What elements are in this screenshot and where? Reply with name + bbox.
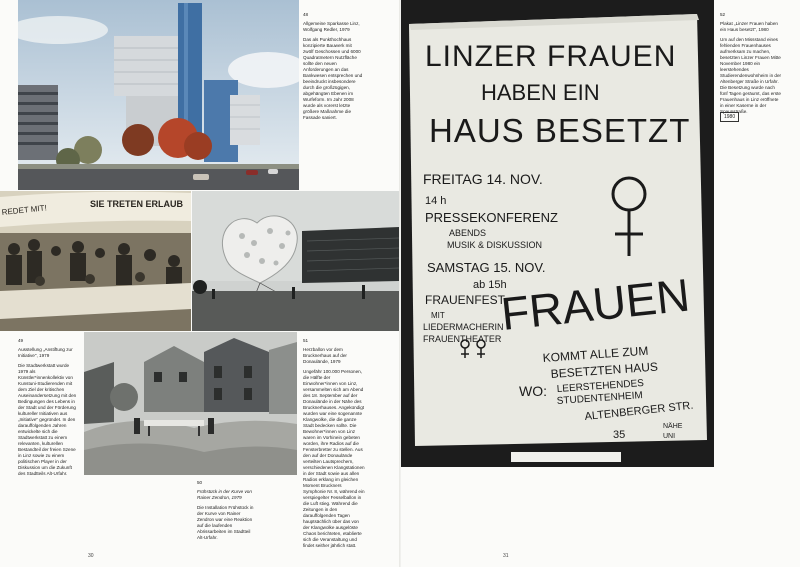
caption-51 — [303, 338, 365, 549]
caption-body: Die Installation Frühstück in der Kurve von Rainer Zendron war eine Reaktion auf die laufenden Abrissarbeiten im Stadtteil Alt-Urfahr. — [197, 505, 254, 540]
banner-text-right: SIE TRETEN ERLAUB — [90, 199, 184, 209]
poster-with: MIT — [431, 311, 445, 320]
poster-where-1: LEERSTEHENDES — [556, 377, 645, 395]
photo-exhibition-stadtwerkstatt — [0, 191, 191, 331]
caption-body: Die Stadtwerkstatt wurde 1979 als Künstler*innenkollektiv von Kunstuni-Studierenden mit dem Ziel der kritischen Auseinandersetzung mit den Bedingungen des Lebens in der Stadt und der Förderung kultureller Initiativen aus „Initiative" gegründet. In den darauffolgenden Jahren entwickelte sich die Stadtwerkstatt zu einem relevanten, kulturellen Bestandteil der freien Szene in Linz sowie zu einem politischen Player in der Diskussion um die Zukunft des Stadtteils Alt-Urfahr. — [18, 363, 77, 476]
poster-linzer-frauen — [401, 0, 714, 467]
caption-body: Um auf den Missstand eines fehlenden Frauenhauses aufmerksam zu machen, besetzten Linzer Frauen Mitte November 1980 ein leerstehendes Studierendenwohnheim in der Altenberger Straße in Urfahr. Die Besetzung wurde nach fünf Tagen geräumt, das erste Frauenhaus in Linz eröffnete in einer Kaserne in der Spaunstraße. — [720, 37, 782, 114]
poster-headline-1: LINZER FRAUEN — [425, 40, 677, 73]
caption-number: 48 — [303, 12, 309, 17]
caption-title: Plakat „Linzer Frauen haben ein Haus besetzt", 1980 — [720, 21, 778, 32]
poster-fest: FRAUENFEST — [425, 293, 506, 307]
poster-come-2: BESETZTEN HAUS — [550, 359, 659, 381]
poster-near-2: UNI — [663, 433, 676, 440]
poster-street-number: 35 — [613, 429, 626, 441]
caption-50 — [197, 480, 257, 541]
poster-songwriter: LIEDERMACHERIN — [423, 322, 504, 332]
book-gutter — [399, 0, 401, 567]
poster-friday: FREITAG 14. NOV. — [423, 171, 543, 187]
page-number-right: 31 — [503, 553, 509, 559]
caption-body: Das als Punkthochhaus konzipierte Bauwerk mit zwölf Geschossen und 6000 Quadratmetern Nutzfläche sollte den neuen Anforderungen an das Bankwesen entsprechen und beeindruckt insbesondere durch die großzügigen, abgehängten Ebenen im Wurfeform. Im Jahr 2008 wurde als vorerst letzte größere Maßnahme die Fassade saniert. — [303, 37, 363, 120]
caption-title: Frühstück in der Kurve von Rainer Zendron, 1979 — [197, 489, 252, 500]
caption-number: 50 — [197, 480, 203, 485]
page-number-left: 30 — [88, 553, 94, 559]
poster-evening: ABENDS — [449, 228, 487, 238]
poster-music: MUSIK & DISKUSSION — [447, 240, 543, 250]
photo-sparkasse-tower — [18, 0, 299, 190]
poster-frauen-big: FRAUEN — [498, 268, 693, 340]
caption-title: Ausstellung „Anstiftung zur Initiative", 1979 — [18, 347, 73, 358]
caption-title: Allgemeine Sparkasse Linz, Wolfgang Redler, 1979 — [303, 21, 360, 32]
poster-headline-3: HAUS BESETZT — [429, 112, 691, 149]
photo-fruehstueck-kurve — [84, 332, 297, 475]
caption-48 — [303, 12, 363, 121]
poster-near-1: NÄHE — [663, 423, 683, 430]
photo-klangwolke-balloon — [192, 191, 399, 331]
poster-press: PRESSEKONFERENZ — [425, 210, 558, 225]
caption-number: 52 — [720, 12, 726, 17]
poster-where: WO: — [519, 383, 547, 399]
poster-where-2: STUDENTENHEIM — [556, 390, 644, 407]
poster-time-2: ab 15h — [473, 279, 507, 291]
caption-title: Herzballon vor dem Brucknerhaus auf der Donaulände, 1979 — [303, 347, 347, 364]
poster-street: ALTENBERGER STR. — [584, 399, 694, 423]
poster-theater: FRAUENTHEATER — [423, 334, 502, 344]
caption-number: 49 — [18, 338, 24, 343]
year-box: 1980 — [720, 112, 739, 122]
poster-time-1: 14 h — [425, 195, 447, 207]
caption-52 — [720, 12, 782, 115]
poster-headline-2: HABEN EIN — [481, 80, 600, 105]
poster-come-1: KOMMT ALLE ZUM — [542, 343, 649, 365]
caption-49 — [18, 338, 78, 477]
banner-text-left: REDET MIT! — [1, 203, 48, 217]
poster-saturday: SAMSTAG 15. NOV. — [427, 260, 546, 275]
caption-number: 51 — [303, 338, 309, 343]
caption-body: Ungefähr 100.000 Personen, die Hälfte der Einwohner*innen von Linz, versammelten sich am Abend des 18. September auf der Donaulände in der Nähe des Brucknerhauses. Angekündigt wurden war eine sogenannte Klangwolke, die die ganze Stadt bedecken sollte. Die Bewohner*innen von Linz waren im Vorhinein gebeten worden, ihre Radios auf die Fensterbretter zu stellen. Aus den auf der Donaulände verteilten Lautsprechern, verschiedenen Klangstationen in der Stadt sowie aus allen Radios erklang im gleichen Moment Bruckners Symphonie Nr. 8, während ein verspiegelter Fesselballon in die Luft stieg. Während die Zeitungen in den darauffolgenden Tagen hauptsächlich über das von der Klangwolke ausgelöste Chaos berichteten, etablierte sich die Veranstaltung und findet seither jährlich statt. — [303, 369, 365, 548]
